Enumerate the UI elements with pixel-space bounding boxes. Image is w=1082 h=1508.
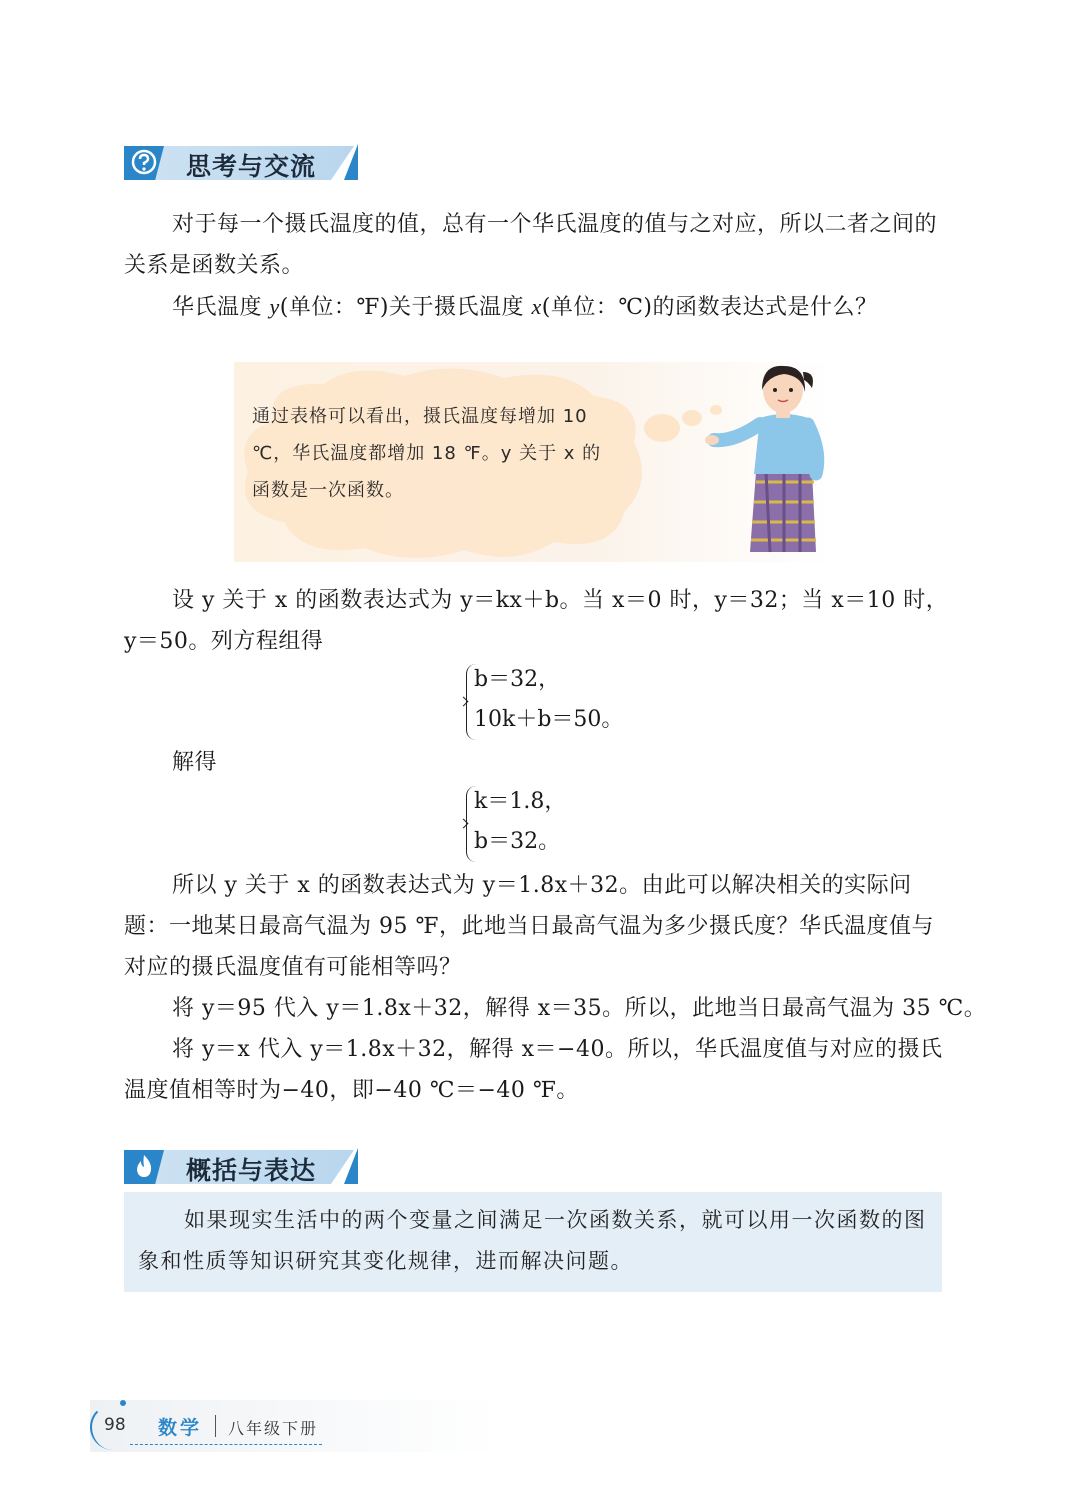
summary-text: 如果现实生活中的两个变量之间满足一次函数关系，就可以用一次函数的图象和性质等知识研究其变化规律，进而解决问题。 xyxy=(138,1208,927,1273)
subject-title: 数学 xyxy=(158,1417,203,1439)
paragraph-conclusion: 所以 y 关于 x 的函数表达式为 y＝1.8x＋32。由此可以解决相关的实际问题：一地某日最高气温为 95 ℉，此地当日最高气温为多少摄氏度？华氏温度值与对应的摄氏温度值有可能相等吗？ xyxy=(124,873,935,980)
var-y: y xyxy=(269,294,280,319)
question-part-1: 华氏温度 xyxy=(172,295,270,320)
section-title: 概括与表达 xyxy=(186,1156,317,1185)
grade-label: 八年级下册 xyxy=(228,1419,319,1438)
question-part-3: (单位：℃)的函数表达式是什么？ xyxy=(541,295,878,320)
section-header-think xyxy=(124,142,364,182)
illustration xyxy=(234,362,834,562)
header-accent xyxy=(344,1148,358,1184)
var-x: x xyxy=(531,294,542,319)
solve-label: 解得 xyxy=(172,750,218,775)
section-header-summarize xyxy=(124,1146,364,1186)
summary-box xyxy=(124,1192,942,1292)
brace xyxy=(466,786,477,862)
footer-dot xyxy=(120,1400,126,1406)
equation-row: b＝32， xyxy=(474,667,561,692)
question-part-2: (单位：℉)关于摄氏温度 xyxy=(279,295,532,320)
equation-row: b＝32。 xyxy=(474,829,561,854)
footer-separator xyxy=(215,1415,216,1437)
footer-underline xyxy=(130,1444,322,1445)
paragraph-question xyxy=(172,286,952,328)
paragraph-solution-1: 将 y＝95 代入 y＝1.8x＋32，解得 x＝35。所以，此地当日最高气温为 35 ℃。 xyxy=(172,996,987,1021)
flame-icon xyxy=(130,1152,158,1180)
bubble-text: 通过表格可以看出，摄氏温度每增加 10 ℃，华氏温度都增加 18 ℉。y 关于 x 的函数是一次函数。 xyxy=(252,406,602,501)
header-accent xyxy=(344,144,358,180)
equation-system-1 xyxy=(466,660,623,740)
page-number: 98 xyxy=(104,1415,126,1435)
equation-system-2 xyxy=(466,782,566,862)
paragraph-setup-line1: 设 y 关于 x 的函数表达式为 y＝kx＋b。当 x＝0 时，y＝32；当 x＝10 时， xyxy=(172,588,949,613)
girl-figure xyxy=(704,362,834,562)
section-title: 思考与交流 xyxy=(186,152,317,181)
equation-row: 10k＋b＝50。 xyxy=(474,707,624,732)
paragraph-intro: 对于每一个摄氏温度的值，总有一个华氏温度的值与之对应，所以二者之间的关系是函数关系。 xyxy=(124,212,938,278)
brace xyxy=(466,664,477,740)
question-icon xyxy=(130,148,158,176)
paragraph-solution-2: 将 y＝x 代入 y＝1.8x＋32，解得 x＝−40。所以，华氏温度值与对应的摄氏温度值相等时为−40，即−40 ℃＝−40 ℉。 xyxy=(124,1037,943,1103)
paragraph-setup-line2: y＝50。列方程组得 xyxy=(124,629,324,654)
equation-row: k＝1.8， xyxy=(474,789,567,814)
